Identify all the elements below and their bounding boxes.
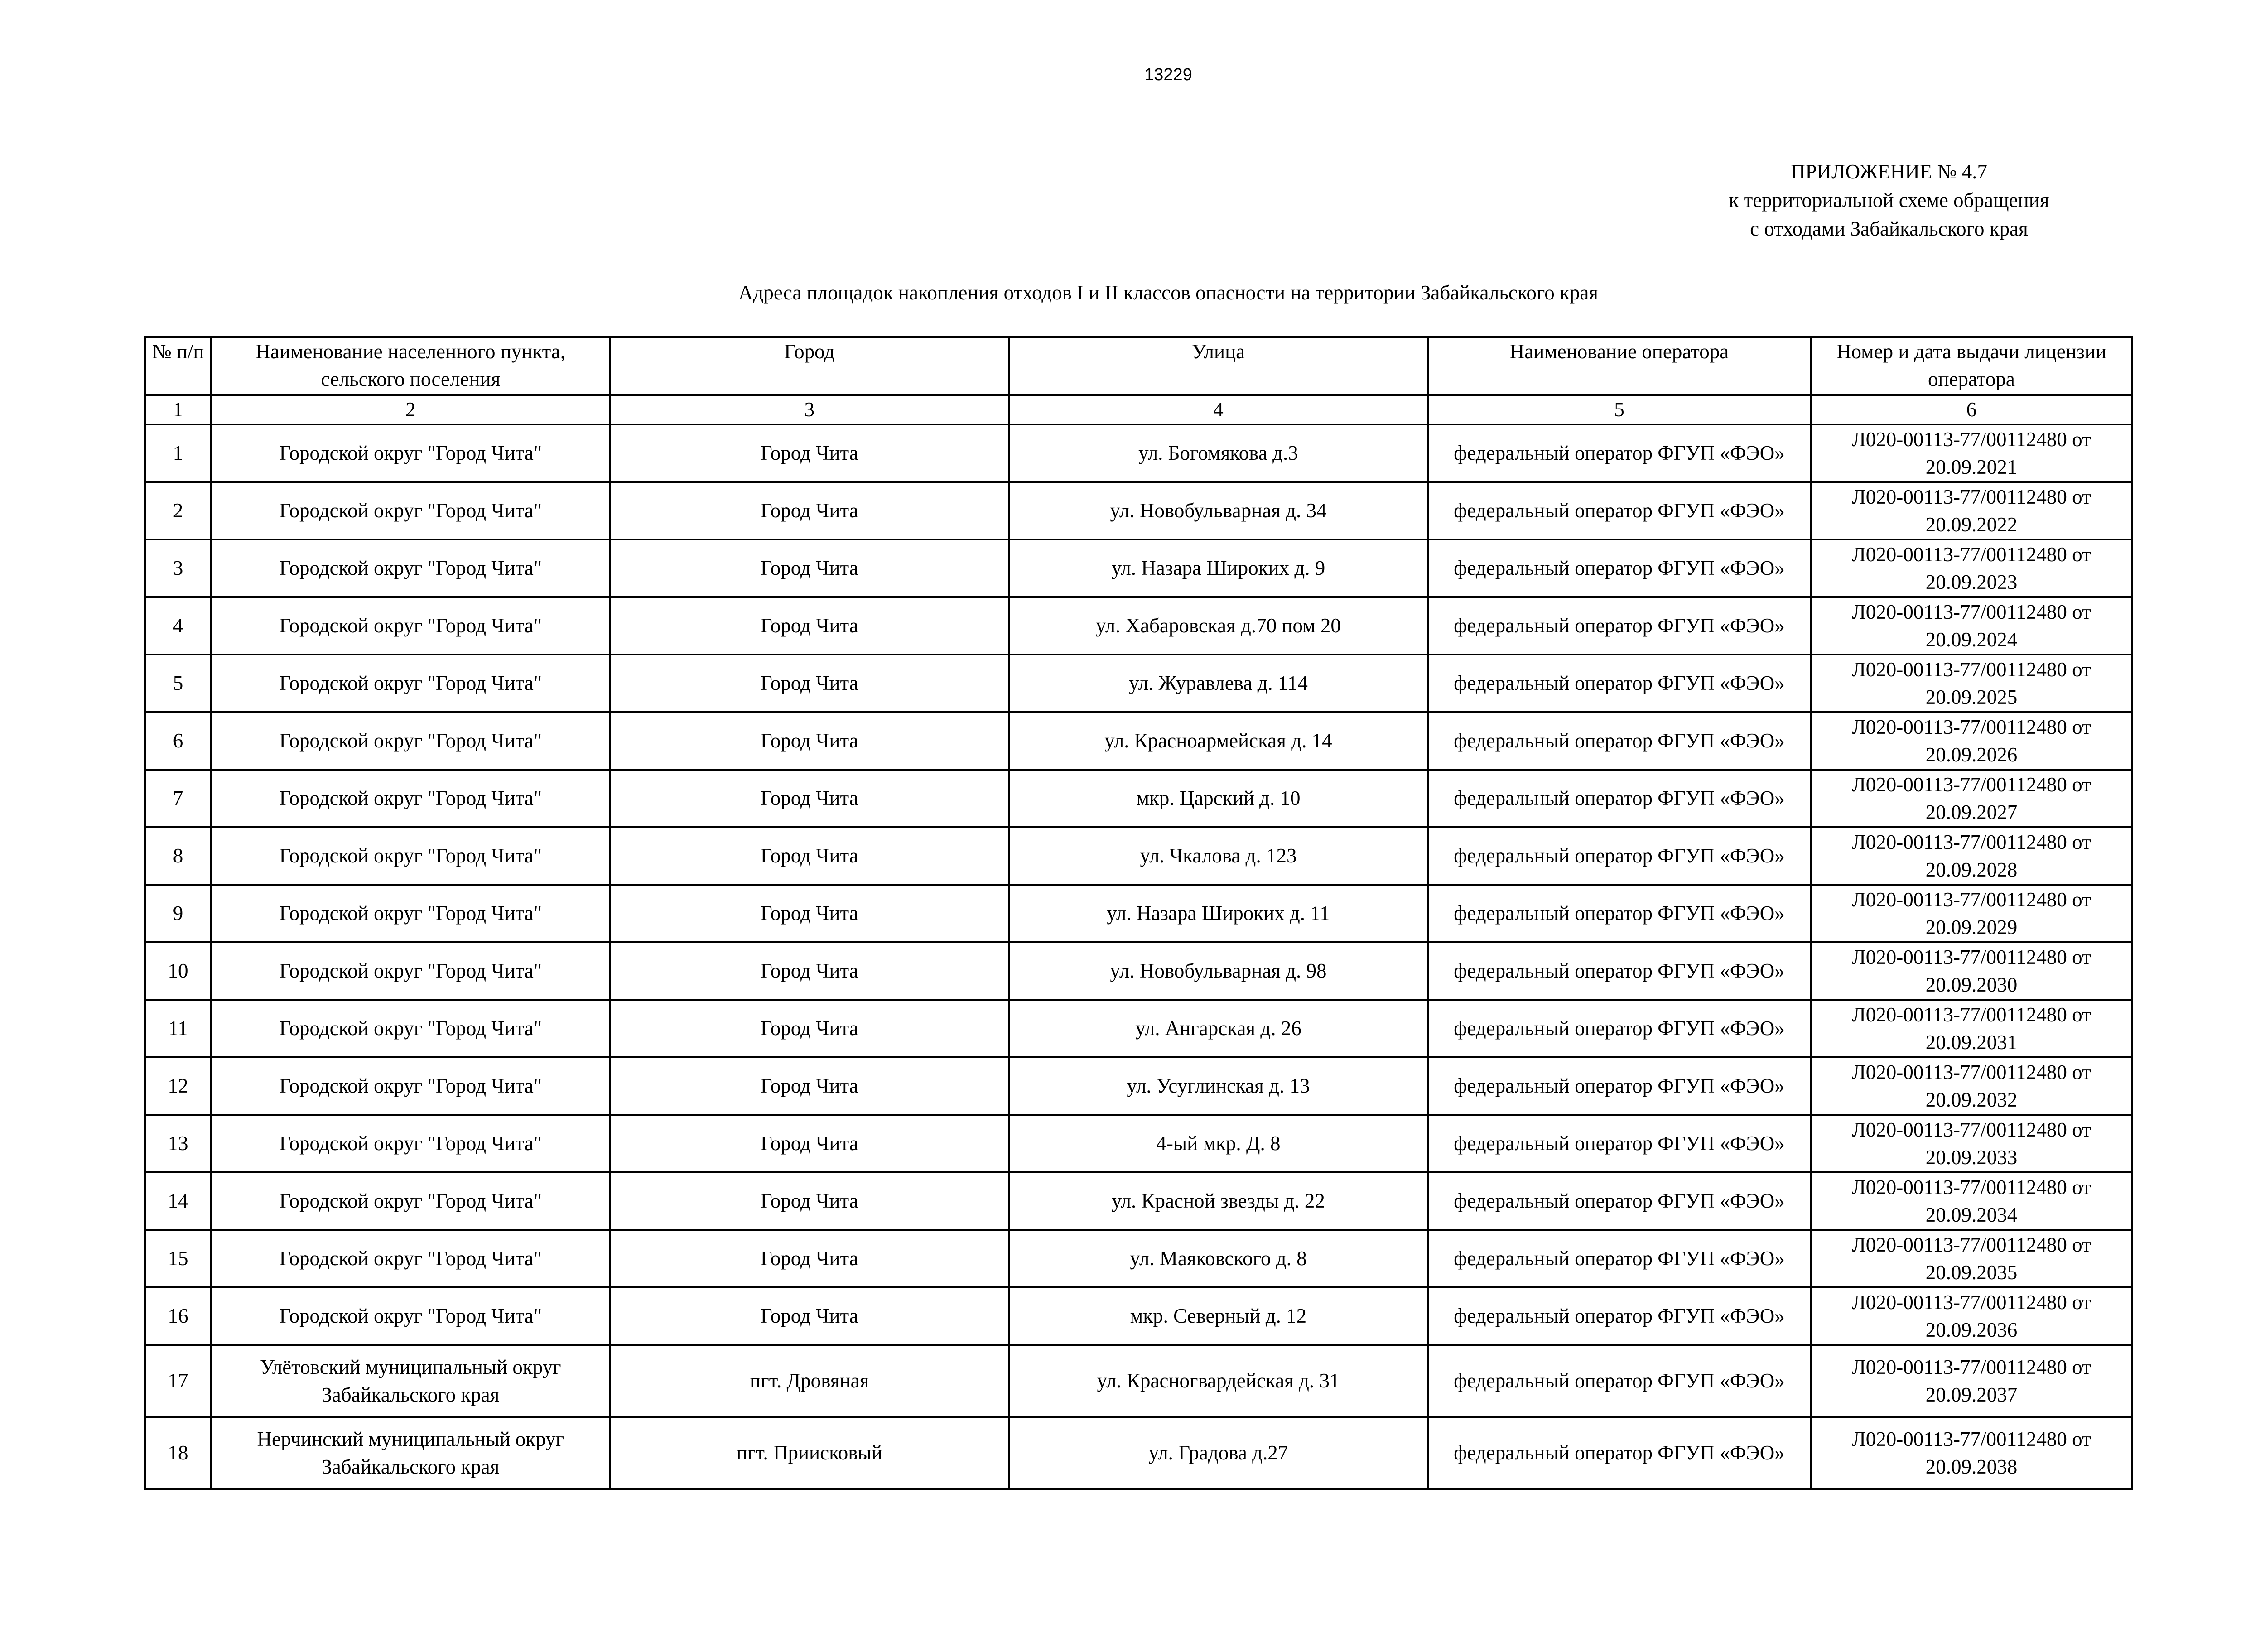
cell-operator: федеральный оператор ФГУП «ФЭО» [1428,482,1811,539]
table-row [145,1287,2132,1345]
header-cell-city: Город [610,337,1009,395]
cell-license: Л020-00113-77/00112480 от 20.09.2030 [1811,942,2132,1000]
cell-number: 3 [145,539,211,597]
cell-operator: федеральный оператор ФГУП «ФЭО» [1428,1230,1811,1287]
cell-license: Л020-00113-77/00112480 от 20.09.2021 [1811,424,2132,482]
cell-operator: федеральный оператор ФГУП «ФЭО» [1428,539,1811,597]
cell-street: ул. Богомякова д.3 [1009,424,1428,482]
cell-number: 4 [145,597,211,655]
cell-license: Л020-00113-77/00112480 от 20.09.2032 [1811,1057,2132,1115]
cell-operator: федеральный оператор ФГУП «ФЭО» [1428,1115,1811,1172]
appendix-subtitle-line1: к территориальной схеме обращения [1729,189,2049,212]
cell-operator: федеральный оператор ФГУП «ФЭО» [1428,424,1811,482]
column-number-cell: 4 [1009,395,1428,424]
cell-city: Город Чита [610,770,1009,827]
cell-settlement: Нерчинский муниципальный округ Забайкальского края [211,1417,610,1489]
cell-license: Л020-00113-77/00112480 от 20.09.2023 [1811,539,2132,597]
table-row [145,1417,2132,1489]
cell-city: Город Чита [610,655,1009,712]
cell-operator: федеральный оператор ФГУП «ФЭО» [1428,770,1811,827]
cell-street: ул. Назара Широких д. 9 [1009,539,1428,597]
table-row [145,482,2132,539]
cell-city: Город Чита [610,1287,1009,1345]
header-cell-settlement: Наименование населенного пункта, сельского поселения [211,337,610,395]
cell-number: 8 [145,827,211,885]
cell-number: 13 [145,1115,211,1172]
table-row [145,1230,2132,1287]
cell-settlement: Городской округ "Город Чита" [211,1230,610,1287]
column-number-row [145,395,2132,424]
table-row [145,424,2132,482]
table-header-row [145,337,2132,395]
cell-operator: федеральный оператор ФГУП «ФЭО» [1428,597,1811,655]
cell-number: 15 [145,1230,211,1287]
cell-city: пгт. Дровяная [610,1345,1009,1417]
cell-number: 9 [145,885,211,942]
header-cell-number: № п/п [145,337,211,395]
appendix-title: ПРИЛОЖЕНИЕ № 4.7 [1791,160,1987,183]
cell-settlement: Городской округ "Город Чита" [211,539,610,597]
cell-city: Город Чита [610,597,1009,655]
column-number-cell: 2 [211,395,610,424]
cell-settlement: Городской округ "Город Чита" [211,482,610,539]
cell-city: пгт. Приисковый [610,1417,1009,1489]
document-title: Адреса площадок накопления отходов I и II классов опасности на территории Забайкальского края [738,281,1599,304]
cell-city: Город Чита [610,1230,1009,1287]
cell-street: ул. Красноармейская д. 14 [1009,712,1428,770]
cell-street: ул. Журавлева д. 114 [1009,655,1428,712]
cell-license: Л020-00113-77/00112480 от 20.09.2022 [1811,482,2132,539]
cell-settlement: Городской округ "Город Чита" [211,1172,610,1230]
waste-sites-table [144,336,2133,1490]
cell-city: Город Чита [610,482,1009,539]
table-row [145,655,2132,712]
cell-operator: федеральный оператор ФГУП «ФЭО» [1428,1172,1811,1230]
table-row [145,1057,2132,1115]
header-cell-street: Улица [1009,337,1428,395]
cell-license: Л020-00113-77/00112480 от 20.09.2034 [1811,1172,2132,1230]
cell-number: 17 [145,1345,211,1417]
cell-settlement: Городской округ "Город Чита" [211,1115,610,1172]
cell-city: Город Чита [610,1172,1009,1230]
cell-number: 18 [145,1417,211,1489]
cell-number: 2 [145,482,211,539]
cell-operator: федеральный оператор ФГУП «ФЭО» [1428,885,1811,942]
table-row [145,1000,2132,1057]
cell-license: Л020-00113-77/00112480 от 20.09.2038 [1811,1417,2132,1489]
cell-operator: федеральный оператор ФГУП «ФЭО» [1428,655,1811,712]
cell-street: мкр. Северный д. 12 [1009,1287,1428,1345]
cell-license: Л020-00113-77/00112480 от 20.09.2037 [1811,1345,2132,1417]
cell-settlement: Городской округ "Город Чита" [211,1057,610,1115]
cell-settlement: Городской округ "Город Чита" [211,827,610,885]
cell-city: Город Чита [610,942,1009,1000]
cell-street: ул. Новобульварная д. 34 [1009,482,1428,539]
cell-street: 4-ый мкр. Д. 8 [1009,1115,1428,1172]
table-row [145,597,2132,655]
cell-city: Город Чита [610,827,1009,885]
cell-number: 7 [145,770,211,827]
cell-settlement: Городской округ "Город Чита" [211,770,610,827]
cell-street: ул. Усуглинская д. 13 [1009,1057,1428,1115]
cell-operator: федеральный оператор ФГУП «ФЭО» [1428,1000,1811,1057]
cell-number: 11 [145,1000,211,1057]
cell-street: ул. Новобульварная д. 98 [1009,942,1428,1000]
cell-operator: федеральный оператор ФГУП «ФЭО» [1428,1417,1811,1489]
cell-city: Город Чита [610,1115,1009,1172]
table-row [145,712,2132,770]
cell-street: ул. Градова д.27 [1009,1417,1428,1489]
cell-street: ул. Ангарская д. 26 [1009,1000,1428,1057]
table-row [145,885,2132,942]
cell-settlement: Городской округ "Город Чита" [211,424,610,482]
header-cell-license: Номер и дата выдачи лицензии оператора [1811,337,2132,395]
cell-street: ул. Чкалова д. 123 [1009,827,1428,885]
cell-settlement: Городской округ "Город Чита" [211,712,610,770]
header-cell-operator: Наименование оператора [1428,337,1811,395]
cell-operator: федеральный оператор ФГУП «ФЭО» [1428,827,1811,885]
cell-license: Л020-00113-77/00112480 от 20.09.2033 [1811,1115,2132,1172]
cell-settlement: Городской округ "Город Чита" [211,885,610,942]
appendix-subtitle-line2: с отходами Забайкальского края [1750,217,2028,240]
cell-street: ул. Красногвардейская д. 31 [1009,1345,1428,1417]
cell-settlement: Городской округ "Город Чита" [211,1000,610,1057]
table-row [145,770,2132,827]
table-row [145,539,2132,597]
column-number-cell: 5 [1428,395,1811,424]
cell-settlement: Городской округ "Город Чита" [211,655,610,712]
cell-city: Город Чита [610,1000,1009,1057]
cell-operator: федеральный оператор ФГУП «ФЭО» [1428,1057,1811,1115]
cell-city: Город Чита [610,424,1009,482]
cell-license: Л020-00113-77/00112480 от 20.09.2025 [1811,655,2132,712]
cell-operator: федеральный оператор ФГУП «ФЭО» [1428,712,1811,770]
cell-settlement: Улётовский муниципальный округ Забайкальского края [211,1345,610,1417]
cell-number: 12 [145,1057,211,1115]
cell-city: Город Чита [610,712,1009,770]
cell-street: ул. Красной звезды д. 22 [1009,1172,1428,1230]
cell-license: Л020-00113-77/00112480 от 20.09.2035 [1811,1230,2132,1287]
cell-number: 14 [145,1172,211,1230]
cell-city: Город Чита [610,1057,1009,1115]
cell-street: ул. Назара Широких д. 11 [1009,885,1428,942]
cell-license: Л020-00113-77/00112480 от 20.09.2029 [1811,885,2132,942]
cell-city: Город Чита [610,539,1009,597]
appendix-header [1540,158,2238,243]
cell-license: Л020-00113-77/00112480 от 20.09.2024 [1811,597,2132,655]
cell-city: Город Чита [610,885,1009,942]
cell-license: Л020-00113-77/00112480 от 20.09.2028 [1811,827,2132,885]
cell-number: 6 [145,712,211,770]
cell-settlement: Городской округ "Город Чита" [211,1287,610,1345]
cell-settlement: Городской округ "Город Чита" [211,597,610,655]
cell-license: Л020-00113-77/00112480 от 20.09.2027 [1811,770,2132,827]
table-row [145,1115,2132,1172]
cell-operator: федеральный оператор ФГУП «ФЭО» [1428,1345,1811,1417]
cell-operator: федеральный оператор ФГУП «ФЭО» [1428,942,1811,1000]
cell-number: 1 [145,424,211,482]
cell-operator: федеральный оператор ФГУП «ФЭО» [1428,1287,1811,1345]
cell-street: ул. Хабаровская д.70 пом 20 [1009,597,1428,655]
table-row [145,1345,2132,1417]
cell-settlement: Городской округ "Город Чита" [211,942,610,1000]
cell-number: 16 [145,1287,211,1345]
column-number-cell: 1 [145,395,211,424]
cell-license: Л020-00113-77/00112480 от 20.09.2031 [1811,1000,2132,1057]
cell-license: Л020-00113-77/00112480 от 20.09.2026 [1811,712,2132,770]
cell-street: мкр. Царский д. 10 [1009,770,1428,827]
cell-number: 10 [145,942,211,1000]
cell-license: Л020-00113-77/00112480 от 20.09.2036 [1811,1287,2132,1345]
table-row [145,1172,2132,1230]
page-number: 13229 [1144,65,1192,84]
column-number-cell: 3 [610,395,1009,424]
cell-street: ул. Маяковского д. 8 [1009,1230,1428,1287]
table-row [145,827,2132,885]
column-number-cell: 6 [1811,395,2132,424]
table-row [145,942,2132,1000]
cell-number: 5 [145,655,211,712]
